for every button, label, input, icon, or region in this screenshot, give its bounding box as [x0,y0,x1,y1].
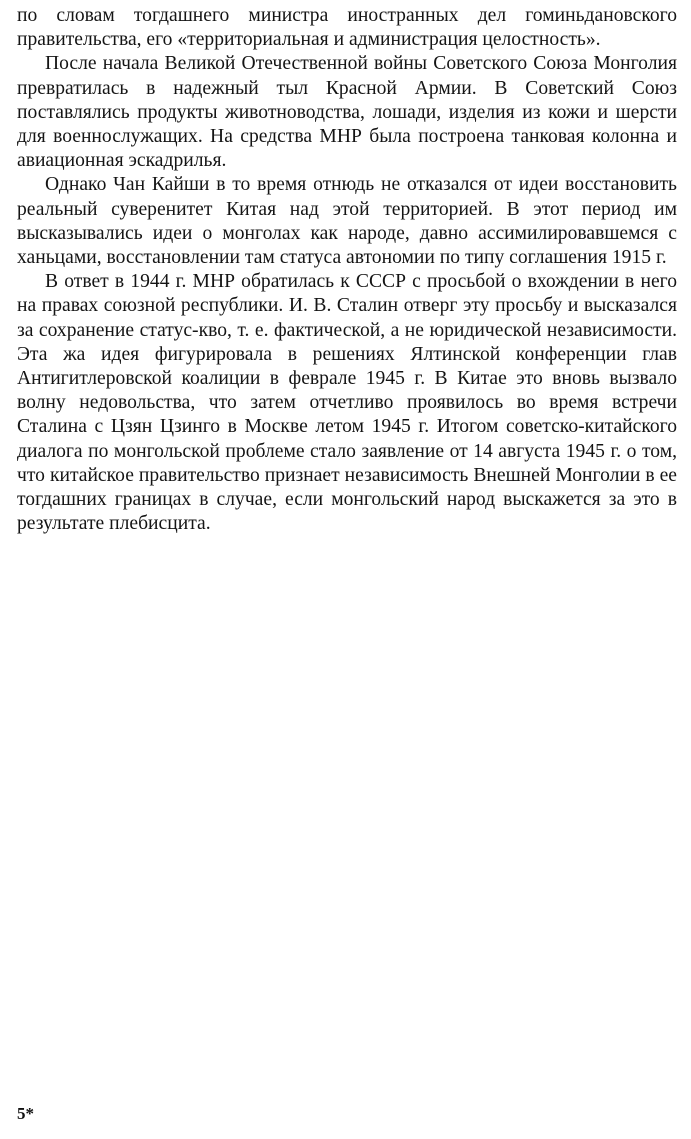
body-text [17,4,677,536]
paragraph-continuation: по словам тогдашнего министра иностранных дел гоминьдановского правительства, его «территориальная и администрация целостность». [17,5,677,51]
paragraph-wartime-support: После начала Великой Отечественной войны Советского Союза Монголия превратилась в надежный тыл Красной Армии. В Советский Союз поставлялись продукты животноводства, лошади, изделия из кожи и шерсти для военнослужащих. На средства МНР была построена танковая колонна и авиационная эскадрилья. [17,53,677,172]
paragraph-chiang-kaishek: Однако Чан Кайши в то время отнюдь не отказался от идеи восстановить реальный суверенитет Китая над этой территорией. В этот период им высказывались идеи о монголах как народе, давно ассимилировавшемся с ханьцами, восстановлении там статуса автономии по типу соглашения 1915 г. [17,174,677,269]
signature-mark: 5* [17,1104,34,1123]
paragraph-mpr-request: В ответ в 1944 г. МНР обратилась к СССР с просьбой о вхождении в него на правах союзной республики. И. В. Сталин отверг эту просьбу и высказался за сохранение статус-кво, т. е. фактической, а не юридической независимости. Эта жа идея фигурировала в решениях Ялтинской конференции глав Антигитлеровской коалиции в феврале 1945 г. В Китае это вновь вызвало волну недовольства, что затем отчетливо проявилось во время встречи Сталина с Цзян Цзинго в Москве летом 1945 г. Итогом советско-китайского диалога по монгольской проблеме стало заявление от 14 августа 1945 г. о том, что китайское правительство признает независимость Внешней Монголии в ее тогдашних границах в случае, если монгольский народ выскажется за это в результате плебисцита. [17,271,677,535]
